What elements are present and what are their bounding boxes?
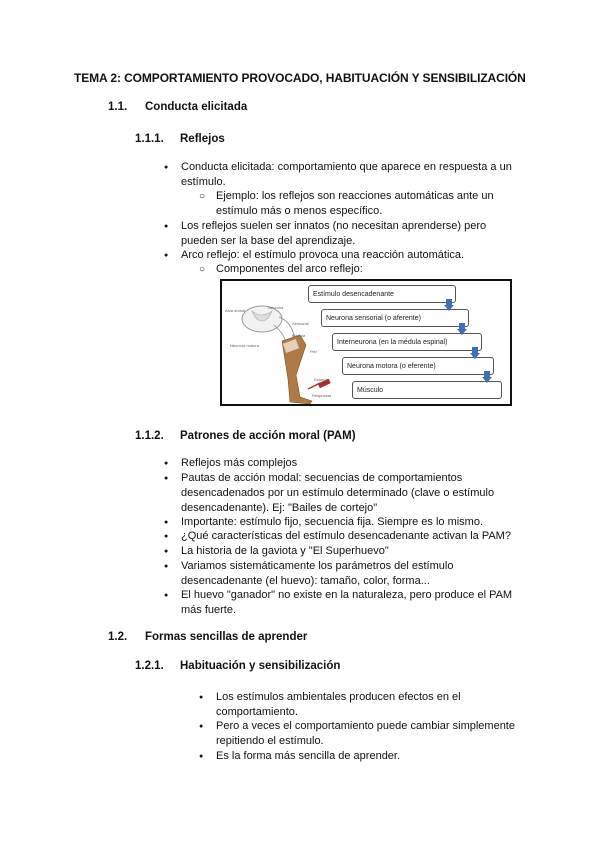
figure-label: Sensorial xyxy=(292,321,309,326)
list-item-text: ● La historia de la gaviota y "El Superhuevo" xyxy=(181,545,389,557)
heading-number: 1.1.1. xyxy=(135,133,164,145)
heading-text: Reflejos xyxy=(180,133,225,145)
heading-number: 1.1. xyxy=(108,101,128,113)
list-item-text: ● Variamos sistemáticamente los parámetros del estímulo xyxy=(181,560,454,572)
heading-1-1 xyxy=(108,101,247,113)
flow-step: Interneurona (en la médula espinal) xyxy=(332,333,482,351)
list-item-text: ● El huevo "ganador" no existe en la naturaleza, pero produce el PAM xyxy=(181,589,513,601)
list-item-text: comportamiento. xyxy=(216,706,298,718)
list-item-text: desencadenados por un estímulo determinado (clave o estímulo xyxy=(181,487,495,499)
list-item-text: ● Reflejos más complejos xyxy=(181,457,298,469)
flow-step: Estímulo desencadenante xyxy=(308,285,456,303)
heading-text: Formas sencillas de aprender xyxy=(145,631,308,643)
heading-text: Conducta elicitada xyxy=(145,101,248,113)
list-item-text: ● Los reflejos suelen ser innatos (no necesitan aprenderse) pero xyxy=(181,220,487,232)
figure-label: Neurona motora xyxy=(230,343,259,348)
list-item xyxy=(216,189,494,219)
down-arrow-icon xyxy=(457,323,467,335)
list-item xyxy=(216,690,461,720)
list-item xyxy=(181,559,453,589)
list-item-text: ● Los estímulos ambientales producen efectos en el xyxy=(216,691,461,703)
list-item-text: ● Es la forma más sencilla de aprender. xyxy=(216,750,401,762)
list-item-text: estímulo. xyxy=(181,176,226,188)
down-arrow-icon xyxy=(444,299,454,311)
figure-label: Respuesta xyxy=(312,393,332,398)
heading-1-2-1 xyxy=(135,660,340,672)
list-item-text: pueden ser la base del aprendizaje. xyxy=(181,235,356,247)
list-item xyxy=(181,456,297,471)
list-item-text: ● Arco reflejo: el estímulo provoca una reacción automática. xyxy=(181,249,465,261)
list-item xyxy=(181,160,512,190)
list-item-text: ● Pautas de acción modal: secuencias de comportamientos xyxy=(181,472,463,484)
list-item xyxy=(181,588,512,618)
heading-number: 1.1.2. xyxy=(135,430,164,442)
list-item xyxy=(181,219,486,249)
list-item xyxy=(216,262,363,277)
list-item xyxy=(181,471,494,516)
list-item-text: ● Pero a veces el comportamiento puede cambiar simplemente xyxy=(216,720,515,732)
list-item xyxy=(181,544,389,559)
figure-label: Asta dorsal xyxy=(225,308,246,313)
reflex-arc-figure xyxy=(220,279,512,406)
list-item-text: ○ Ejemplo: los reflejos son reacciones automáticas ante un xyxy=(216,190,494,202)
flow-step: Músculo xyxy=(352,381,502,399)
list-item-text: ● Importante: estímulo fijo, secuencia fija. Siempre es lo mismo. xyxy=(181,516,484,528)
heading-number: 1.2. xyxy=(108,631,128,643)
flow-step: Neurona sensorial (o aferente) xyxy=(321,309,469,327)
down-arrow-icon xyxy=(470,347,480,359)
figure-label: Piel xyxy=(310,349,317,354)
list-item-text: estímulo más o menos específico. xyxy=(216,205,383,217)
list-item-text: ● Conducta elicitada: comportamiento que aparece en respuesta a un xyxy=(181,161,512,173)
heading-text: Habituación y sensibilización xyxy=(180,660,341,672)
heading-1-1-2 xyxy=(135,430,356,442)
list-item-text: ○ Componentes del arco reflejo: xyxy=(216,263,363,275)
down-arrow-icon xyxy=(482,371,492,383)
list-item xyxy=(216,749,400,764)
flow-step: Neurona motora (o eferente) xyxy=(342,357,494,375)
heading-1-2 xyxy=(108,631,307,643)
list-item-text: desencadenante). Ej: "Bailes de cortejo" xyxy=(181,502,378,514)
heading-1-1-1 xyxy=(135,133,225,145)
figure-label: Neurona xyxy=(268,305,284,310)
list-item-text: más fuerte. xyxy=(181,604,237,616)
list-item-text: repitiendo el estímulo. xyxy=(216,735,324,747)
list-item xyxy=(181,248,464,263)
list-item xyxy=(181,515,483,530)
figure-label: Médula xyxy=(292,333,306,338)
heading-text: Patrones de acción moral (PAM) xyxy=(180,430,356,442)
list-item-text: desencadenante (el huevo): tamaño, color, forma... xyxy=(181,575,430,587)
list-item xyxy=(181,529,511,544)
list-item xyxy=(216,719,515,749)
document-title: TEMA 2: COMPORTAMIENTO PROVOCADO, HABITUACIÓN Y SENSIBILIZACIÓN xyxy=(74,71,526,85)
heading-number: 1.2.1. xyxy=(135,660,164,672)
figure-label: Estímulo xyxy=(314,377,330,382)
list-item-text: ● ¿Qué características del estímulo desencadenante activan la PAM? xyxy=(181,530,511,542)
